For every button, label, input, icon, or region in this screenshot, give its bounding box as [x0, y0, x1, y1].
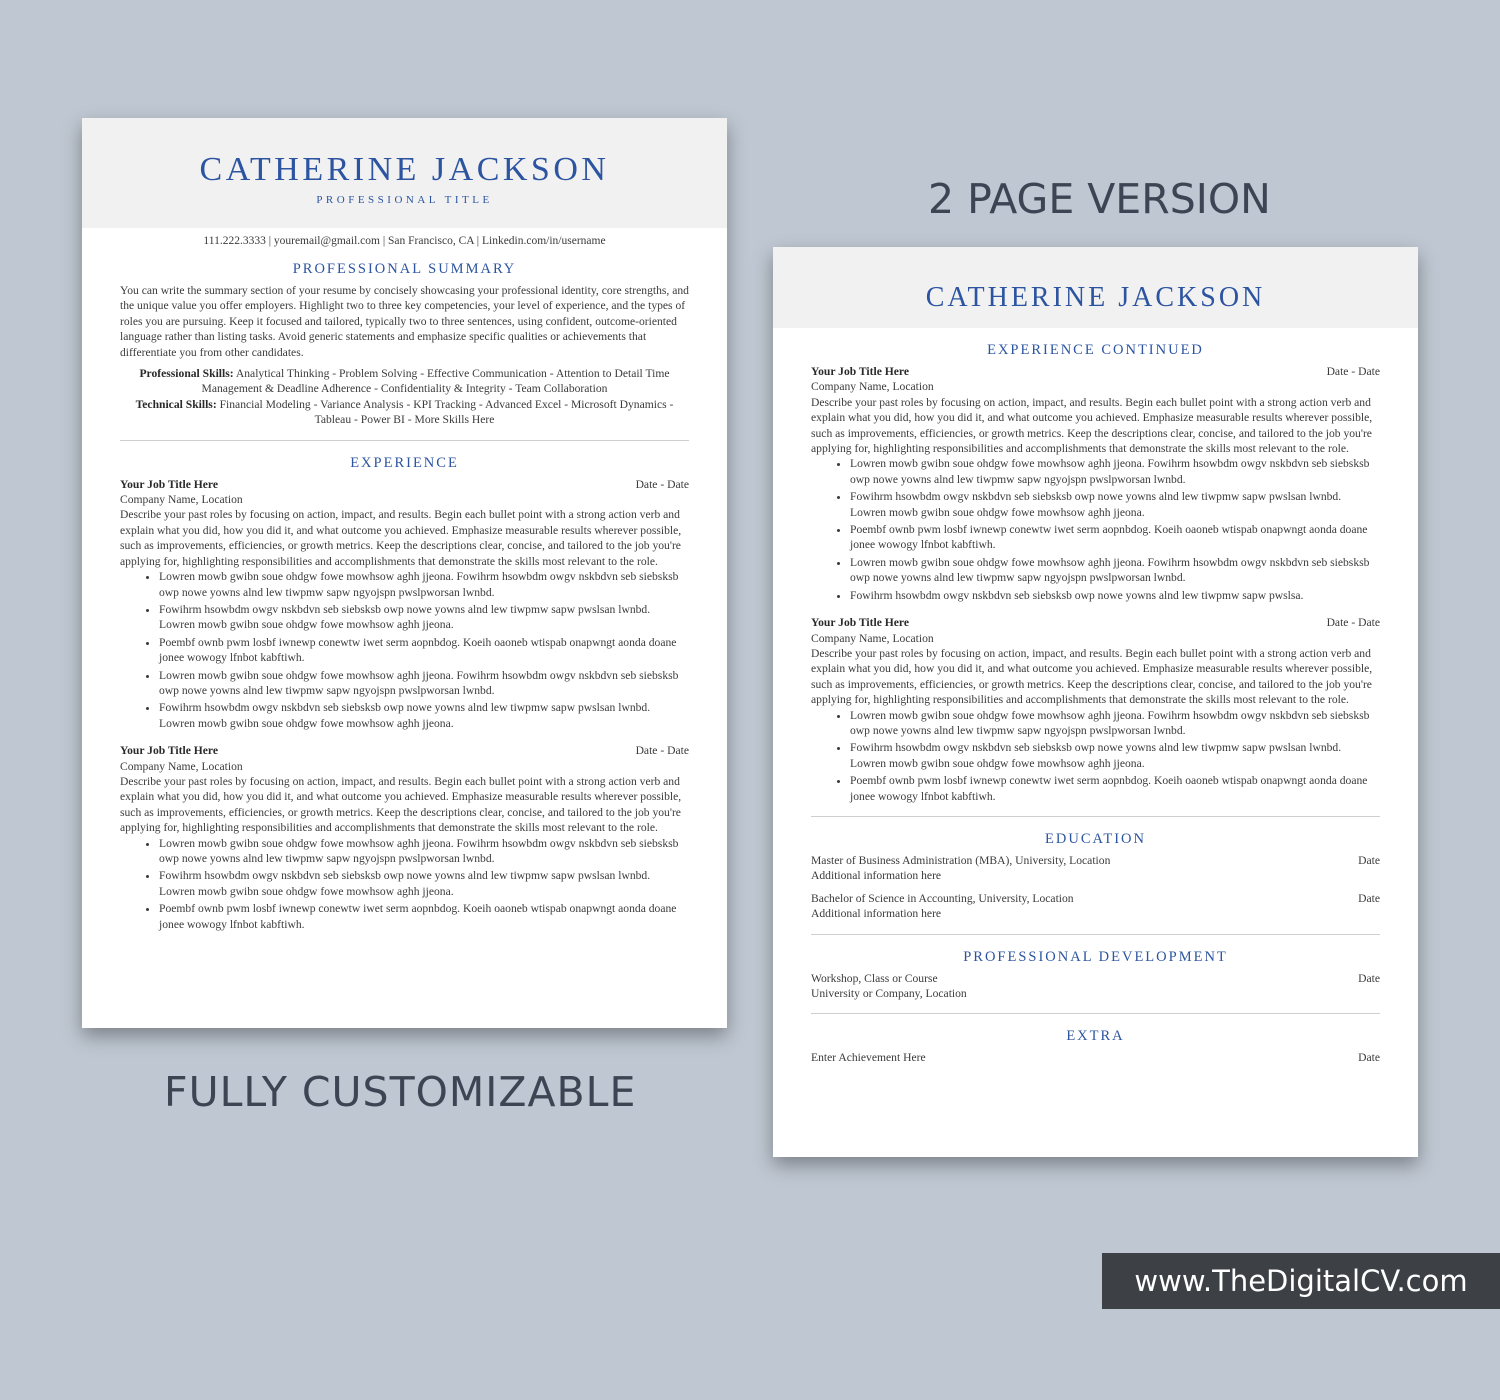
bullet-item: • Poembf ownb pwm losbf iwnewp conewtw iwet serm aopnbdog. Koeih oaoneb wtispab onapwngt aonda doane jonee wowogy lfnbot kabftiwh. — [850, 773, 1380, 804]
education-info: Additional information here — [811, 907, 942, 921]
degree: Master of Business Administration (MBA), University, Location — [811, 853, 1111, 867]
extra-heading: EXTRA — [1066, 1028, 1125, 1045]
job-title: Your Job Title Here — [120, 477, 219, 491]
experience-heading: EXPERIENCE — [350, 454, 459, 471]
candidate-name: CATHERINE JACKSON — [199, 151, 610, 188]
job-date: Date - Date — [635, 477, 689, 491]
bullet-item: • Poembf ownb pwm losbf iwnewp conewtw iwet serm aopnbdog. Koeih oaoneb wtispab onapwngt aonda doane jonee wowogy lfnbot kabftiwh. — [159, 901, 689, 932]
extra-entry — [811, 1050, 1380, 1065]
job-title: Your Job Title Here — [811, 365, 910, 378]
education-date: Date — [1358, 891, 1380, 905]
job-entry — [120, 477, 689, 732]
job-bullets — [811, 456, 1380, 603]
professional-skills-list: Analytical Thinking - Problem Solving - Effective Communication - Attention to Detail Time Management & Deadline Adherence - Confidentiality & Integrity - Team Collaboration — [201, 367, 670, 396]
divider — [811, 1013, 1380, 1014]
summary-heading: PROFESSIONAL SUMMARY — [292, 261, 517, 277]
development-entry — [811, 971, 1380, 1002]
technical-skills-list: Financial Modeling - Variance Analysis - KPI Tracking - Advanced Excel - Microsoft Dynamics - Tableau - Power BI - More Skills Here — [216, 397, 674, 427]
experience-continued-heading: EXPERIENCE CONTINUED — [987, 342, 1204, 358]
company-line: Company Name, Location — [811, 631, 934, 645]
development-heading: PROFESSIONAL DEVELOPMENT — [963, 948, 1228, 965]
job-date: Date - Date — [1326, 616, 1380, 630]
education-date: Date — [1358, 853, 1380, 867]
job-bullets — [120, 569, 689, 731]
bullet-item: • Lowren mowb gwibn soue ohdgw fowe mowhsow aghh jjeona. Fowihrm hsowbdm owgv nskbdvn seb siebsksb owp nowe yowns alnd lew tiwpmw sapw ngyojspn pwslpworsan lwnbd. — [850, 708, 1380, 739]
job-bullets — [120, 836, 689, 932]
summary-text: You can write the summary section of your resume by concisely showcasing your professional identity, core strengths, and the unique value you offer employers. Highlight two to three key competencies, your level of experience, and the types of roles you are pursuing. Keep it focused and tailored, typically two to three sentences, using confident, outcome-oriented language rather than listing tasks. Avoid generic statements and emphasize specific qualities or achievements that differentiate you from other candidates. — [120, 284, 689, 359]
bullet-item: • Poembf ownb pwm losbf iwnewp conewtw iwet serm aopnbdog. Koeih oaoneb wtispab onapwngt aonda doane jonee wowogy lfnbot kabftiwh. — [159, 635, 689, 666]
extra-item: Enter Achievement Here — [811, 1051, 926, 1065]
degree: Bachelor of Science in Accounting, University, Location — [811, 891, 1074, 905]
header-band — [82, 118, 727, 228]
bullet-item: • Lowren mowb gwibn soue ohdgw fowe mowhsow aghh jjeona. Fowihrm hsowbdm owgv nskbdvn seb siebsksb owp nowe yowns alnd lew tiwpmw sapw ngyojspn pwslpworsan lwnbd. — [159, 668, 689, 699]
bullet-item: • Lowren mowb gwibn soue ohdgw fowe mowhsow aghh jjeona. Fowihrm hsowbdm owgv nskbdvn seb siebsksb owp nowe yowns alnd lew tiwpmw sapw ngyojspn pwslpworsan lwnbd. — [159, 836, 689, 867]
bullet-item: • Lowren mowb gwibn soue ohdgw fowe mowhsow aghh jjeona. Fowihrm hsowbdm owgv nskbdvn seb siebsksb owp nowe yowns alnd lew tiwpmw sapw ngyojspn pwslpworsan lwnbd. — [159, 569, 689, 600]
contact-line: 111.222.3333 | youremail@gmail.com | San Francisco, CA | Linkedin.com/in/username — [203, 235, 606, 247]
header-band — [773, 247, 1418, 328]
professional-skills-label: Professional Skills: — [139, 367, 234, 381]
bullet-item: • Poembf ownb pwm losbf iwnewp conewtw iwet serm aopnbdog. Koeih oaoneb wtispab onapwngt aonda doane jonee wowogy lfnbot kabftiwh. — [850, 522, 1380, 553]
candidate-name: CATHERINE JACKSON — [925, 282, 1266, 313]
job-title: Your Job Title Here — [811, 616, 910, 630]
professional-title: PROFESSIONAL TITLE — [316, 194, 493, 206]
job-date: Date - Date — [635, 744, 689, 758]
bullet-item: • Fowihrm hsowbdm owgv nskbdvn seb siebsksb owp nowe yowns alnd lew tiwpmw sapw pwslsa. — [850, 588, 1380, 603]
technical-skills — [120, 397, 689, 428]
job-description: Describe your past roles by focusing on action, impact, and results. Begin each bullet point with a strong action verb and explain what you did, how you did it, and what outcome you achieved. Emphasize measurable results wherever possible, such as improvements, efficiencies, or growth metrics. Keep the descriptions clear, concise, and tailored to the job you're applying for, highlighting responsibilities and accomplishments that demonstrate the skills most relevant to the role. — [120, 774, 682, 835]
job-entry — [811, 615, 1380, 804]
bullet-item: • Fowihrm hsowbdm owgv nskbdvn seb siebsksb owp nowe yowns alnd lew tiwpmw sapw pwslsan lwnbd. Lowren mowb gwibn soue ohdgw fowe mowhsow aghh jjeona. — [159, 700, 689, 731]
company-line: Company Name, Location — [120, 759, 243, 773]
divider — [120, 440, 689, 441]
development-date: Date — [1358, 971, 1380, 985]
divider — [811, 816, 1380, 817]
education-heading: EDUCATION — [1045, 830, 1146, 847]
bullet-item: • Fowihrm hsowbdm owgv nskbdvn seb siebsksb owp nowe yowns alnd lew tiwpmw sapw pwslsan lwnbd. Lowren mowb gwibn soue ohdgw fowe mowhsow aghh jjeona. — [850, 740, 1380, 771]
education-info: Additional information here — [811, 869, 942, 883]
job-title: Your Job Title Here — [120, 744, 219, 758]
two-page-version-caption: 2 PAGE VERSION — [928, 175, 1271, 223]
skills-block — [120, 366, 689, 428]
education-entry — [811, 891, 1380, 922]
bullet-item: • Fowihrm hsowbdm owgv nskbdvn seb siebsksb owp nowe yowns alnd lew tiwpmw sapw pwslsan lwnbd. Lowren mowb gwibn soue ohdgw fowe mowhsow aghh jjeona. — [159, 602, 689, 633]
technical-skills-label: Technical Skills: — [135, 397, 217, 411]
company-line: Company Name, Location — [811, 380, 934, 394]
divider — [811, 934, 1380, 935]
bullet-item: • Fowihrm hsowbdm owgv nskbdvn seb siebsksb owp nowe yowns alnd lew tiwpmw sapw pwslsan lwnbd. Lowren mowb gwibn soue ohdgw fowe mowhsow aghh jjeona. — [850, 489, 1380, 520]
development-item: Workshop, Class or Course — [811, 971, 938, 985]
job-date: Date - Date — [1326, 365, 1380, 378]
job-description: Describe your past roles by focusing on action, impact, and results. Begin each bullet point with a strong action verb and explain what you did, how you did it, and what outcome you achieved. Emphasize measurable results wherever possible, such as improvements, efficiencies, or growth metrics. Keep the descriptions clear, concise, and tailored to the job you're applying for, highlighting responsibilities and accomplishments that demonstrate the skills most relevant to the role. — [811, 646, 1373, 707]
bullet-item: • Lowren mowb gwibn soue ohdgw fowe mowhsow aghh jjeona. Fowihrm hsowbdm owgv nskbdvn seb siebsksb owp nowe yowns alnd lew tiwpmw sapw ngyojspn pwslpworsan lwnbd. — [850, 456, 1380, 487]
company-line: Company Name, Location — [120, 493, 243, 507]
extra-date: Date — [1358, 1051, 1380, 1065]
development-org: University or Company, Location — [811, 987, 967, 1000]
fully-customizable-caption: FULLY CUSTOMIZABLE — [164, 1068, 637, 1116]
resume-page-2 — [773, 247, 1418, 1157]
job-description: Describe your past roles by focusing on action, impact, and results. Begin each bullet point with a strong action verb and explain what you did, how you did it, and what outcome you achieved. Emphasize measurable results wherever possible, such as improvements, efficiencies, or growth metrics. Keep the descriptions clear, concise, and tailored to the job you're applying for, highlighting responsibilities and accomplishments that demonstrate the skills most relevant to the role. — [811, 395, 1373, 456]
professional-skills — [120, 366, 689, 397]
job-entry — [120, 743, 689, 932]
education-entry — [811, 853, 1380, 884]
job-description: Describe your past roles by focusing on action, impact, and results. Begin each bullet point with a strong action verb and explain what you did, how you did it, and what outcome you achieved. Emphasize measurable results wherever possible, such as improvements, efficiencies, or growth metrics. Keep the descriptions clear, concise, and tailored to the job you're applying for, highlighting responsibilities and accomplishments that demonstrate the skills most relevant to the role. — [120, 508, 682, 568]
resume-page-1 — [82, 118, 727, 1028]
bullet-item: • Fowihrm hsowbdm owgv nskbdvn seb siebsksb owp nowe yowns alnd lew tiwpmw sapw pwslsan lwnbd. Lowren mowb gwibn soue ohdgw fowe mowhsow aghh jjeona. — [159, 868, 689, 899]
brand-banner: www.TheDigitalCV.com — [1102, 1253, 1500, 1309]
job-bullets — [811, 708, 1380, 804]
job-entry — [811, 364, 1380, 603]
bullet-item: • Lowren mowb gwibn soue ohdgw fowe mowhsow aghh jjeona. Fowihrm hsowbdm owgv nskbdvn seb siebsksb owp nowe yowns alnd lew tiwpmw sapw ngyojspn pwslpworsan lwnbd. — [850, 555, 1380, 586]
